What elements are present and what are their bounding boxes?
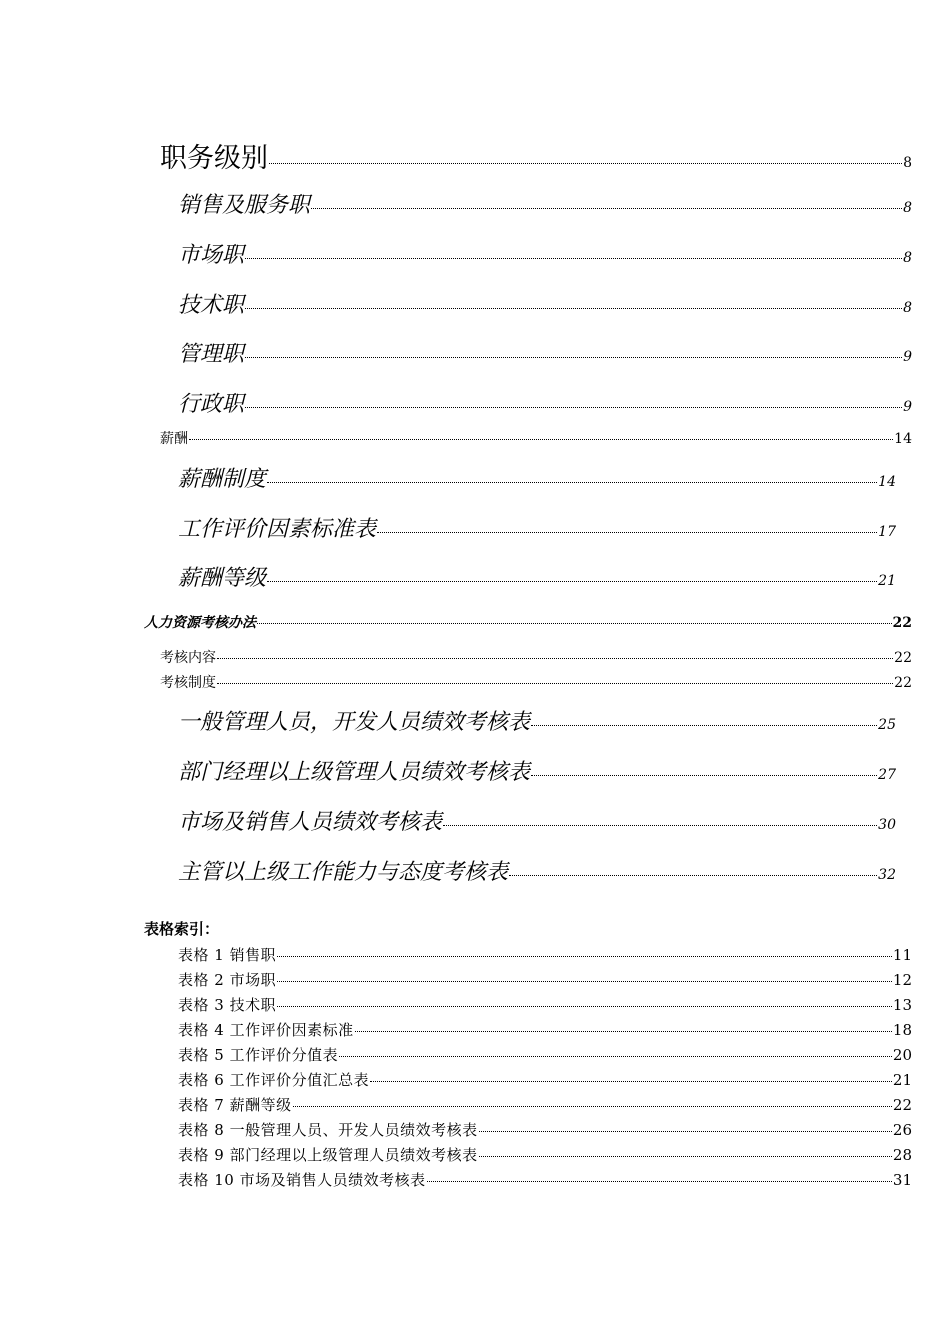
table-index-page: 31 [892, 1171, 912, 1189]
toc-leader-dots [257, 623, 892, 624]
table-index-page: 22 [892, 1096, 912, 1114]
toc-entry[interactable] [160, 672, 912, 692]
table-index-title: 表格 8 一般管理人员、开发人员绩效考核表 [178, 1121, 478, 1139]
toc-entry-page: 14 [894, 431, 912, 447]
toc-entry[interactable] [178, 188, 912, 219]
table-index-title: 表格 7 薪酬等级 [178, 1096, 292, 1114]
toc-leader-dots [277, 956, 892, 957]
toc-leader-dots [269, 163, 902, 164]
toc-entry-page: 17 [878, 524, 896, 540]
table-index-page: 13 [892, 996, 912, 1014]
toc-entry-title: 考核内容 [160, 650, 216, 666]
table-index-title: 表格 10 市场及销售人员绩效考核表 [178, 1171, 426, 1189]
toc-entry-title: 薪酬制度 [178, 467, 267, 492]
table-index-page: 18 [892, 1021, 912, 1039]
toc-entry-title: 行政职 [178, 392, 245, 417]
toc-entry-title: 职务级别 [160, 143, 268, 174]
toc-entry-title: 考核制度 [160, 675, 216, 691]
toc-entry[interactable] [178, 337, 912, 368]
toc-entry[interactable] [178, 805, 896, 836]
toc-entry-title: 薪酬等级 [178, 566, 267, 591]
toc-leader-dots [293, 1106, 892, 1107]
toc-leader-dots [217, 658, 893, 659]
toc-entry-title: 一般管理人员，开发人员绩效考核表 [178, 710, 531, 735]
toc-entry-page: 9 [903, 349, 912, 365]
toc-entry-page: 14 [878, 474, 896, 490]
table-index-title: 表格 1 销售职 [178, 946, 277, 964]
toc-leader-dots [245, 308, 902, 309]
toc-entry[interactable] [178, 462, 896, 493]
toc-entry-title: 薪酬 [160, 431, 188, 447]
toc-leader-dots [267, 482, 877, 483]
toc-leader-dots [355, 1031, 892, 1032]
toc-leader-dots [509, 875, 877, 876]
toc-leader-dots [377, 532, 877, 533]
toc-leader-dots [370, 1081, 892, 1082]
toc-leader-dots [217, 683, 893, 684]
table-index-page: 21 [892, 1071, 912, 1089]
toc-leader-dots [189, 439, 893, 440]
table-index-title: 表格 2 市场职 [178, 971, 277, 989]
toc-entry-page: 32 [878, 867, 896, 883]
toc-entry-title: 部门经理以上级管理人员绩效考核表 [178, 760, 531, 785]
toc-entry[interactable] [178, 705, 896, 736]
toc-entry[interactable] [144, 612, 912, 632]
toc-entry-title: 技术职 [178, 293, 245, 318]
table-index-title: 表格 6 工作评价分值汇总表 [178, 1071, 370, 1089]
toc-entry-title: 管理职 [178, 342, 245, 367]
toc-leader-dots [427, 1181, 892, 1182]
table-index-page: 28 [892, 1146, 912, 1164]
toc-leader-dots [479, 1156, 892, 1157]
table-index-entry[interactable] [178, 1019, 912, 1040]
table-index-title: 表格 3 技术职 [178, 996, 277, 1014]
table-index-entry[interactable] [178, 1144, 912, 1165]
toc-leader-dots [245, 407, 902, 408]
table-index-entry[interactable] [178, 1169, 912, 1190]
toc-entry[interactable] [178, 288, 912, 319]
toc-entry[interactable] [178, 512, 896, 543]
table-index-title: 表格 9 部门经理以上级管理人员绩效考核表 [178, 1146, 478, 1164]
toc-leader-dots [245, 258, 902, 259]
table-index-page: 12 [892, 971, 912, 989]
toc-entry-page: 9 [903, 399, 912, 415]
table-index-title: 表格 5 工作评价分值表 [178, 1046, 339, 1064]
toc-entry-page: 22 [894, 675, 912, 691]
toc-entry-page: 8 [903, 300, 912, 316]
toc-entry[interactable] [178, 755, 896, 786]
table-index-entry[interactable] [178, 969, 912, 990]
toc-leader-dots [479, 1131, 892, 1132]
toc-entry-page: 8 [903, 200, 912, 216]
table-index-page: 20 [892, 1046, 912, 1064]
table-index-page: 26 [892, 1121, 912, 1139]
toc-leader-dots [531, 725, 877, 726]
toc-entry-page: 8 [903, 155, 912, 171]
toc-leader-dots [531, 775, 877, 776]
table-index-entry[interactable] [178, 1119, 912, 1140]
toc-entry-page: 27 [878, 767, 896, 783]
toc-leader-dots [277, 1006, 892, 1007]
toc-entry-title: 人力资源考核办法 [144, 615, 256, 631]
toc-entry-title: 市场职 [178, 243, 245, 268]
toc-leader-dots [311, 208, 902, 209]
table-index-heading: 表格索引： [144, 920, 220, 938]
toc-leader-dots [277, 981, 892, 982]
toc-entry[interactable] [178, 855, 896, 886]
toc-entry-page: 25 [878, 717, 896, 733]
toc-leader-dots [443, 825, 877, 826]
toc-entry[interactable] [160, 136, 912, 175]
toc-entry-title: 主管以上级工作能力与态度考核表 [178, 860, 509, 885]
toc-entry-title: 市场及销售人员绩效考核表 [178, 810, 443, 835]
toc-leader-dots [339, 1056, 892, 1057]
toc-entry-page: 21 [878, 573, 896, 589]
table-index-entry[interactable] [178, 944, 912, 965]
table-index-page: 11 [892, 946, 912, 964]
table-index-entry[interactable] [178, 1069, 912, 1090]
toc-entry-page: 30 [878, 817, 896, 833]
toc-entry[interactable] [178, 238, 912, 269]
toc-entry-title: 工作评价因素标准表 [178, 517, 377, 542]
table-index-entry[interactable] [178, 1044, 912, 1065]
table-index-title: 表格 4 工作评价因素标准 [178, 1021, 354, 1039]
toc-entry-page: 22 [894, 650, 912, 666]
toc-entry[interactable] [160, 647, 912, 667]
toc-leader-dots [267, 581, 877, 582]
toc-entry[interactable] [178, 561, 896, 592]
table-index-entry[interactable] [178, 994, 912, 1015]
toc-entry-title: 销售及服务职 [178, 193, 311, 218]
toc-entry[interactable] [160, 428, 912, 448]
toc-leader-dots [245, 357, 902, 358]
toc-entry-page: 8 [903, 250, 912, 266]
toc-entry[interactable] [178, 387, 912, 418]
toc-entry-page: 22 [892, 615, 912, 631]
table-index-entry[interactable] [178, 1094, 912, 1115]
